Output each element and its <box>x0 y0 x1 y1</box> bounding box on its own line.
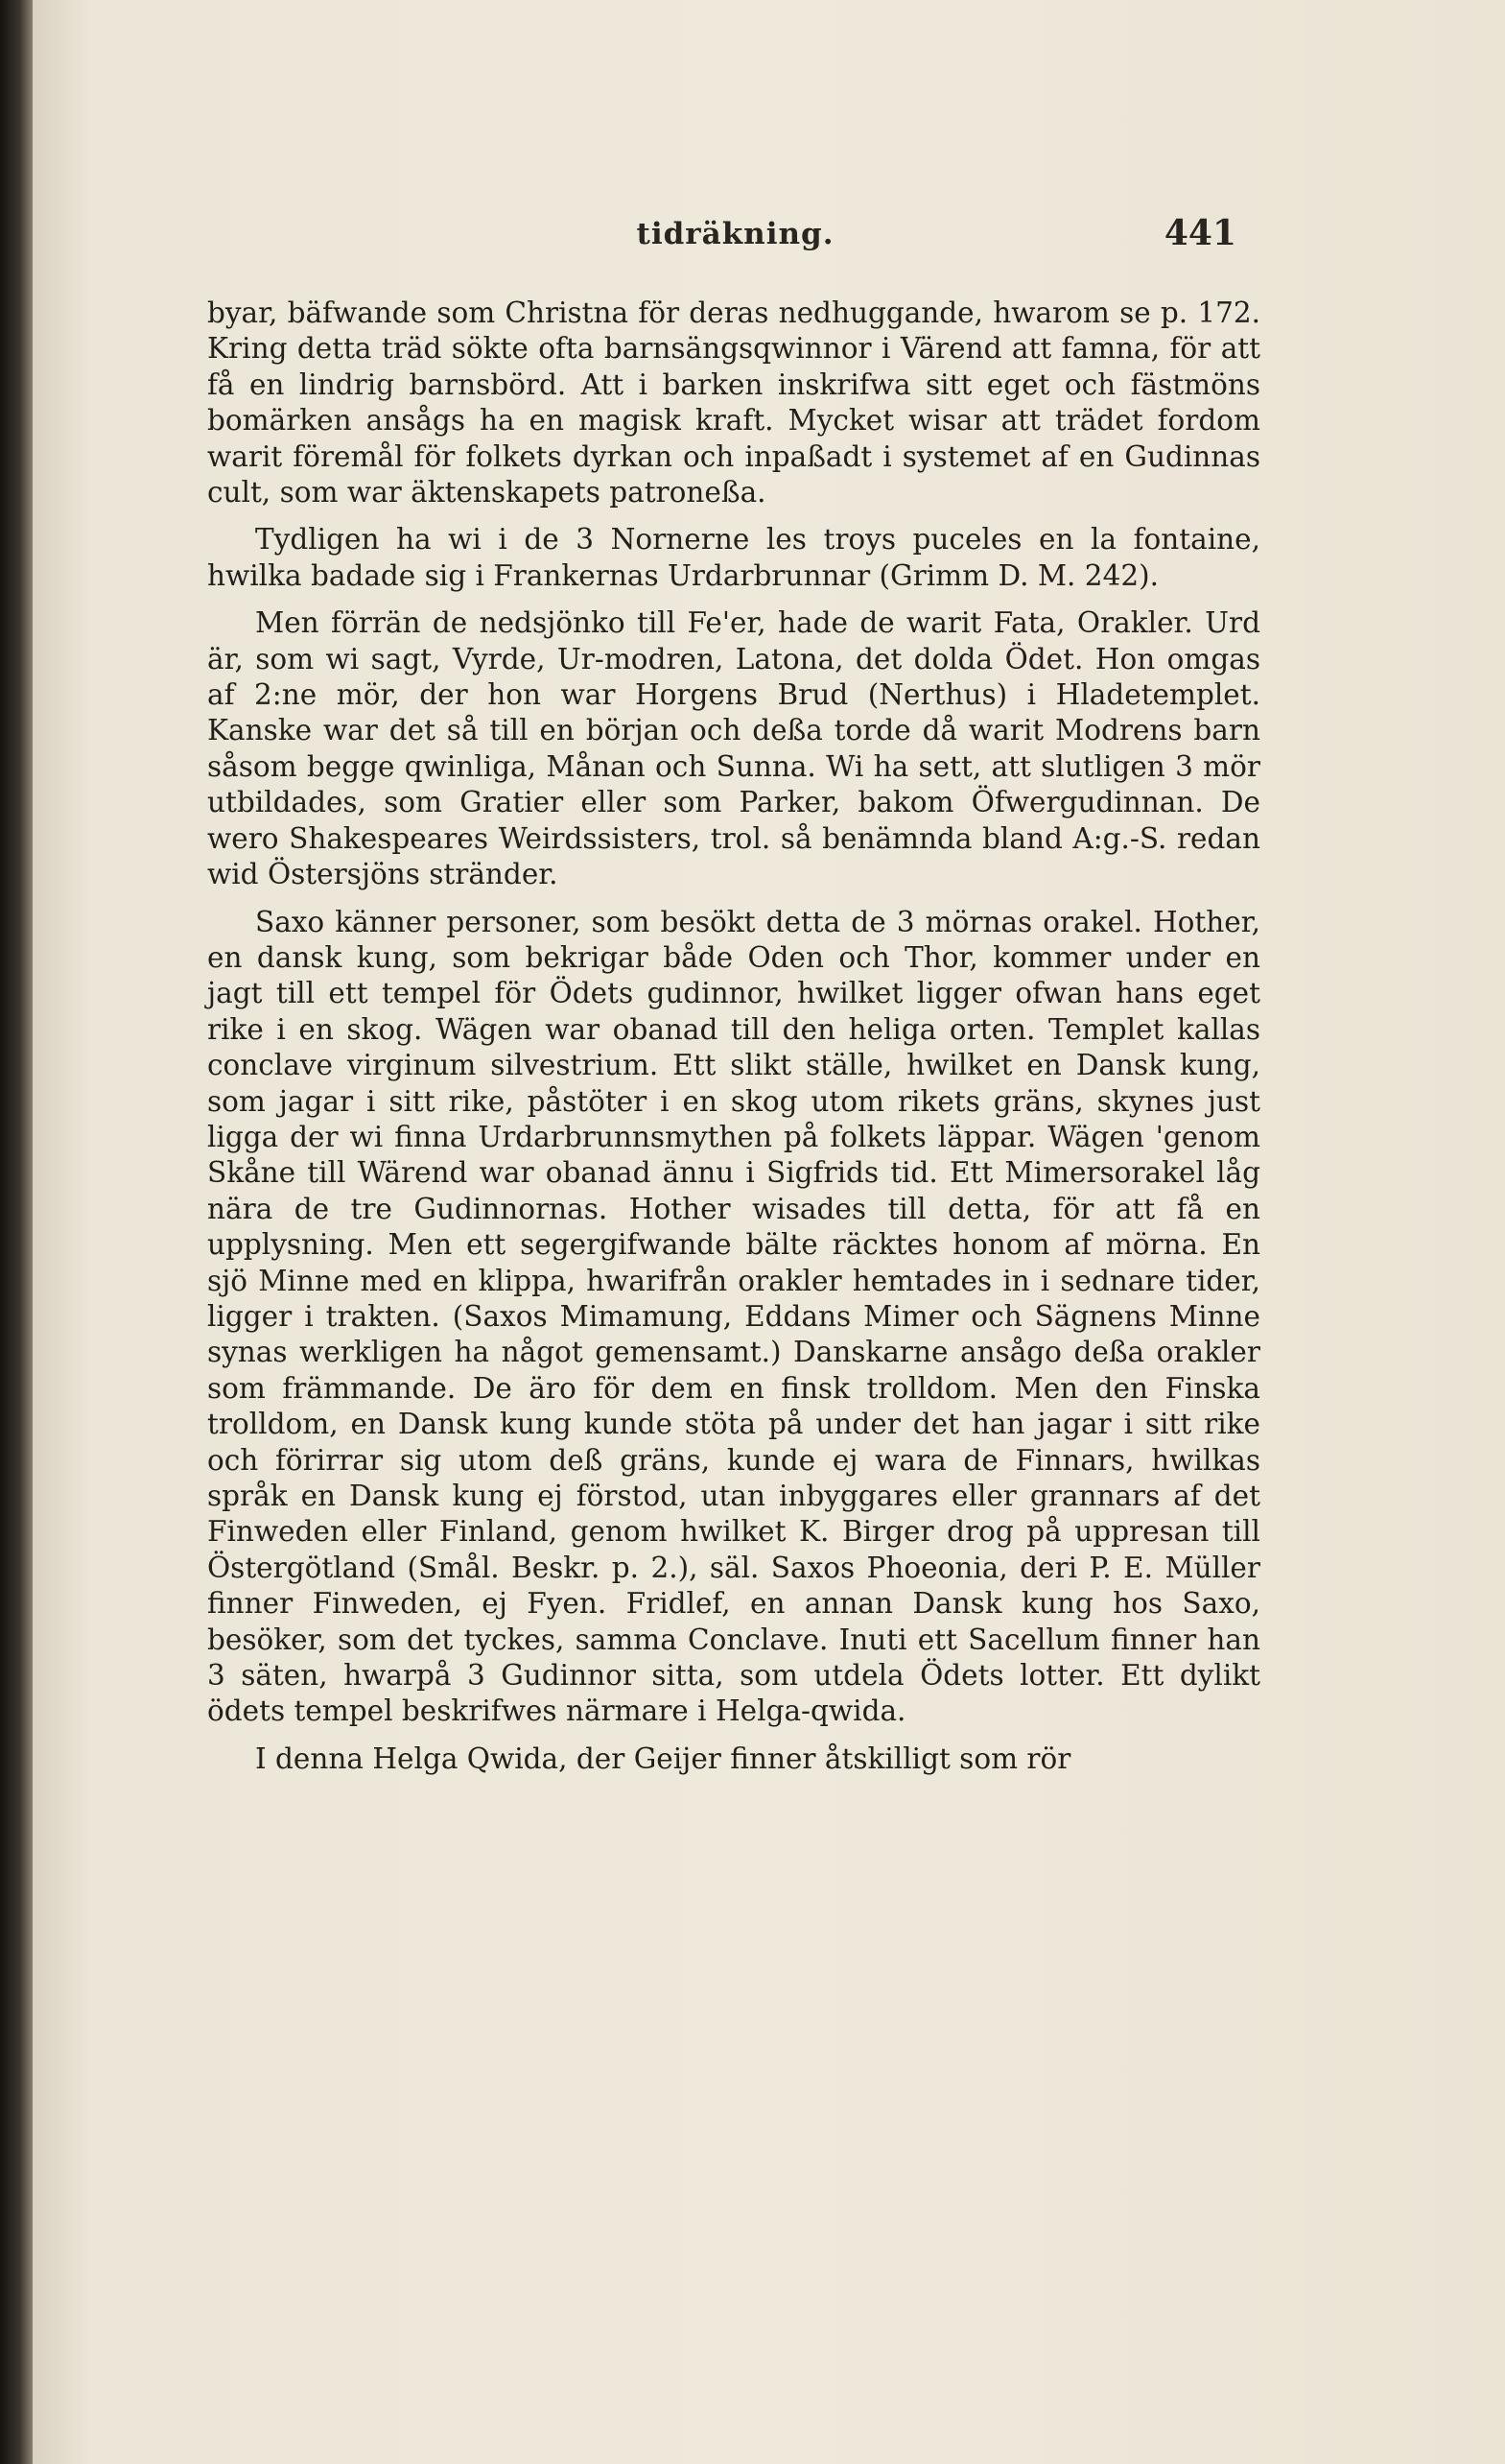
book-page <box>33 0 1505 2464</box>
body-text <box>207 296 1260 1789</box>
paragraph: Tydligen ha wi i de 3 Nornerne les troys puceles en la fontaine, hwilka badade sig i Frankernas Urdarbrunnar (Grimm D. M. 242). <box>207 523 1260 592</box>
page-number: 441 <box>1164 213 1236 253</box>
paragraph: byar, bäfwande som Christna för deras nedhuggande, hwarom se p. 172. Kring detta träd sökte ofta barnsängsqwinnor i Värend att famna, för att få en lindrig barnsbörd. Att i barken inskrifwa sitt eget och fästmöns bomärken ansågs ha en magisk kraft. Mycket wisar att trädet fordom warit föremål för folkets dyrkan och inpaßadt i systemet af en Gudinnas cult, som war äktenskapets patroneßa. <box>207 296 1260 509</box>
running-title: tidräkning. <box>636 217 835 251</box>
paragraph: Men förrän de nedsjönko till Fe'er, hade de warit Fata, Orakler. Urd är, som wi sagt, Vyrde, Ur-modren, Latona, det dolda Ödet. Hon omgas af 2:ne mör, der hon war Horgens Brud (Nerthus) i Hladetemplet. Kanske war det så till en början och deßa torde då warit Modrens barn såsom begge qwinliga, Månan och Sunna. Wi ha sett, att slutligen 3 mör utbildades, som Gratier eller som Parker, bakom Öfwergudinnan. De wero Shakespeares Weirdssisters, trol. så benämnda bland A:g.-S. redan wid Östersjöns stränder. <box>207 606 1260 891</box>
paragraph: I denna Helga Qwida, der Geijer finner åtskilligt som rör <box>255 1741 1071 1775</box>
paragraph: Saxo känner personer, som besökt detta de 3 mörnas orakel. Hother, en dansk kung, som bekrigar både Oden och Thor, kommer under en jagt till ett tempel för Ödets gudinnor, hwilket ligger ofwan hans eget rike i en skog. Wägen war obanad till den heliga orten. Templet kallas conclave virginum silvestrium. Ett slikt ställe, hwilket en Dansk kung, som jagar i sitt rike, påstöter i en skog utom rikets gräns, skynes just ligga der wi finna Urdarbrunnsmythen på folkets läppar. Wägen 'genom Skåne till Wärend war obanad ännu i Sigfrids tid. Ett Mimersorakel låg nära de tre Gudinnornas. Hother wisades till detta, för att få en upplysning. Men ett segergifwande bälte räcktes honom af mörna. En sjö Minne med en klippa, hwarifrån orakler hemtades in i sednare tider, ligger i trakten. (Saxos Mimamung, Eddans Mimer och Sägnens Minne synas werkligen ha något gemensamt.) Danskarne ansågo deßa orakler som främmande. De äro för dem en finsk trolldom. Men den Finska trolldom, en Dansk kung kunde stöta på under det han jagar i sitt rike och förirrar sig utom deß gräns, kunde ej wara de Finnars, hwilkas språk en Dansk kung ej förstod, utan inbyggares eller grannars af det Finweden eller Finland, genom hwilket K. Birger drog på uppresan till Östergötland (Smål. Beskr. p. 2.), säl. Saxos Phoeonia, deri P. E. Müller finner Finweden, ej Fyen. Fridlef, en annan Dansk kung hos Saxo, besöker, som det tyckes, samma Conclave. Inuti ett Sacellum finner han 3 säten, hwarpå 3 Gudinnor sitta, som utdela Ödets lotter. Ett dylikt ödets tempel beskrifwes närmare i Helga-qwida. <box>207 905 1260 1728</box>
book-spine-shadow <box>0 0 33 2464</box>
page-header <box>205 213 1265 265</box>
